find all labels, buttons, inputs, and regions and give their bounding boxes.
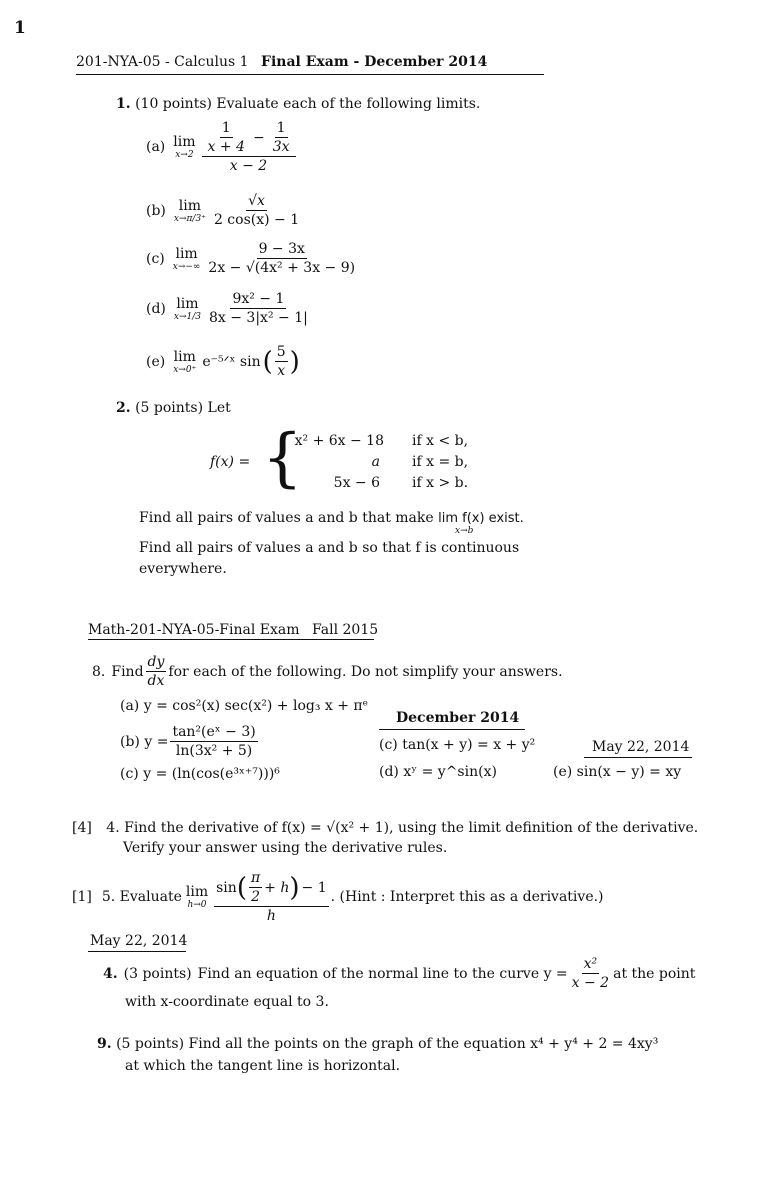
fraction-numerator: √x	[248, 193, 265, 209]
marks: [4]	[72, 820, 92, 836]
fraction-numerator: 9x² − 1	[232, 291, 285, 307]
part-label: (d)	[146, 300, 166, 317]
header-3-rule	[88, 951, 186, 952]
fraction-numerator: tan²(eˣ − 3)	[172, 724, 256, 740]
question-text: 4. Find the derivative of f(x) = √(x² + 1), using the limit definition of the derivative.	[106, 820, 699, 836]
inner-den-a: x + 4	[207, 139, 245, 155]
fraction	[570, 956, 611, 991]
question-9-line-2: at which the tangent line is horizontal.	[125, 1058, 401, 1074]
q8-part-b	[120, 724, 260, 759]
case-1-expr: x² + 6x − 18	[294, 433, 384, 449]
dy-dx-fraction	[146, 654, 167, 689]
exam-header-2-term: Fall 2015	[311, 622, 379, 638]
lim-text: lim	[176, 295, 199, 312]
case-2-cond: if x = b,	[412, 454, 469, 470]
question-points: (10 points)	[135, 96, 212, 112]
case-3-expr: 5x − 6	[333, 475, 380, 491]
exam-header-2-title: Math-201-NYA-05-Final Exam	[88, 622, 300, 638]
main-fraction	[202, 120, 296, 174]
december-2014-label: December 2014	[396, 710, 520, 726]
limit-operator	[173, 349, 196, 375]
inner-num-a: 1	[221, 120, 231, 136]
fraction	[212, 193, 301, 228]
limit-operator	[174, 296, 201, 322]
header-2-rule	[88, 639, 374, 640]
q2-line-1-text: Find all pairs of values a and b that make	[139, 510, 434, 526]
question-points: (5 points)	[116, 1036, 185, 1052]
part-label: (b)	[146, 202, 166, 219]
case-1-cond: if x < b,	[412, 433, 469, 449]
q2-lim-subscript: x→b	[455, 526, 474, 536]
lim-subscript: x→2	[175, 150, 194, 160]
sin-text: sin	[216, 879, 237, 896]
question-text: for each of the following. Do not simplify your answers.	[168, 663, 563, 680]
lim-subscript: x→1/3	[173, 311, 201, 322]
limit-part-b	[146, 193, 303, 228]
lim-text: lim	[173, 348, 196, 365]
exam-header-1	[76, 54, 487, 70]
q8-part-a: (a) y = cos²(x) sec(x²) + log₃ x + πᵉ	[120, 698, 369, 714]
dec-part-d: (d) xʸ = y^sin(x)	[379, 764, 497, 780]
may-part-e: (e) sin(x − y) = xy	[553, 764, 682, 780]
question-4b-line-2: with x-coordinate equal to 3.	[125, 994, 329, 1010]
lim-subscript: x→0⁺	[173, 364, 197, 375]
piecewise-fx: f(x) =	[210, 454, 251, 470]
limit-operator	[174, 198, 206, 224]
right-paren: )	[289, 872, 300, 903]
limit-part-c	[146, 241, 359, 276]
fraction-numerator: 9 − 3x	[258, 241, 305, 257]
question-4a	[72, 820, 698, 836]
question-9	[97, 1036, 658, 1052]
right-paren: )	[289, 346, 300, 377]
part-label: (b) y =	[120, 733, 169, 750]
inner-den-b: 3x	[272, 139, 290, 155]
limit-part-e	[146, 344, 300, 379]
two: 2	[251, 889, 261, 905]
question-text: 5. Evaluate	[101, 889, 182, 905]
fraction-denominator: x − 2	[571, 975, 610, 991]
left-paren: (	[262, 346, 273, 377]
question-number: 4.	[103, 965, 118, 982]
question-text: Let	[207, 400, 231, 416]
question-text: Find an equation of the normal line to the curve y =	[197, 965, 568, 982]
fraction-numerator: 5	[276, 344, 286, 360]
page-number: 1	[14, 18, 26, 38]
minus-sign: −	[252, 129, 265, 146]
question-points: (3 points)	[123, 965, 192, 982]
plus-h: + h	[264, 879, 290, 896]
q2-line-3: everywhere.	[139, 561, 227, 577]
question-5	[72, 870, 604, 924]
limit-part-a	[146, 120, 298, 174]
fraction-denominator: ln(3x² + 5)	[175, 743, 253, 759]
lim-subscript: h→0	[187, 900, 207, 910]
lim-text: lim	[185, 884, 209, 900]
question-text-post: at the point	[613, 965, 696, 982]
limit-expression: e⁻⁵ᐟˣ sin	[202, 353, 261, 370]
question-number: 9.	[97, 1036, 112, 1052]
limit-operator	[186, 884, 208, 910]
lim-text: lim	[173, 134, 196, 150]
fraction-denominator: x	[277, 363, 286, 379]
case-2-expr: a	[371, 454, 380, 470]
q8-part-c: (c) y = (ln(cos(e³ˣ⁺⁷)))⁶	[120, 766, 280, 782]
question-1-heading	[116, 96, 480, 112]
find-word: Find	[111, 663, 144, 680]
dx: dx	[147, 673, 165, 689]
hint-text: . (Hint : Interpret this as a derivative.)	[330, 889, 604, 905]
question-number: 1.	[116, 96, 131, 112]
question-8-heading	[92, 654, 563, 689]
question-points: (5 points)	[135, 400, 204, 416]
pi: π	[250, 870, 261, 886]
inner-num-b: 1	[276, 120, 286, 136]
exam-header-3: May 22, 2014	[90, 933, 188, 949]
fraction	[214, 870, 329, 924]
header-1-rule	[76, 74, 544, 75]
limit-part-d	[146, 291, 312, 326]
piecewise-brace: {	[262, 421, 303, 495]
exam-header-2	[88, 622, 378, 638]
left-paren: (	[236, 872, 247, 903]
december-2014-rule	[379, 729, 525, 730]
question-text: Evaluate each of the following limits.	[216, 96, 481, 112]
fraction-denominator: h	[266, 908, 276, 924]
fraction-denominator: 2x − √(4x² + 3x − 9)	[208, 260, 356, 276]
course-code: 201-NYA-05 - Calculus 1	[76, 54, 249, 70]
limit-operator	[173, 246, 201, 272]
marks: [1]	[72, 889, 92, 905]
fraction-denominator: 2 cos(x) − 1	[213, 212, 300, 228]
case-3-cond: if x > b.	[412, 475, 469, 491]
fraction	[206, 241, 357, 276]
part-label: (c)	[146, 250, 165, 267]
may-22-2014-rule	[584, 757, 692, 758]
lim-text: lim	[178, 197, 202, 214]
fraction	[275, 344, 288, 379]
dec-part-c: (c) tan(x + y) = x + y²	[379, 737, 536, 753]
lim-subscript: x→−∞	[172, 261, 201, 272]
q2-line-1-limit: lim f(x) exist.	[438, 511, 524, 526]
q2-line-1	[139, 510, 524, 526]
limit-operator	[173, 134, 195, 160]
fraction-numerator: x²	[583, 956, 598, 972]
part-label: (e)	[146, 353, 166, 370]
lim-subscript: x→π/3⁺	[173, 213, 206, 224]
fraction-denominator: 8x − 3|x² − 1|	[209, 310, 308, 326]
minus-one: − 1	[301, 879, 327, 896]
question-number: 2.	[116, 400, 131, 416]
fraction-denominator: x − 2	[229, 158, 268, 174]
question-text: Find all the points on the graph of the equation x⁴ + y⁴ + 2 = 4xy³	[188, 1036, 659, 1052]
q2-line-2: Find all pairs of values a and b so that f is continuous	[139, 540, 520, 556]
may-22-2014-label: May 22, 2014	[592, 739, 690, 755]
fraction	[170, 724, 257, 759]
lim-text: lim	[175, 245, 198, 262]
question-4b	[103, 956, 695, 991]
question-2-heading	[116, 400, 231, 416]
question-number: 8.	[92, 663, 106, 680]
question-4a-line-2: Verify your answer using the derivative rules.	[123, 840, 448, 856]
part-label: (a)	[146, 139, 166, 155]
dy: dy	[147, 654, 165, 670]
fraction	[207, 291, 310, 326]
exam-title: Final Exam - December 2014	[261, 54, 488, 70]
